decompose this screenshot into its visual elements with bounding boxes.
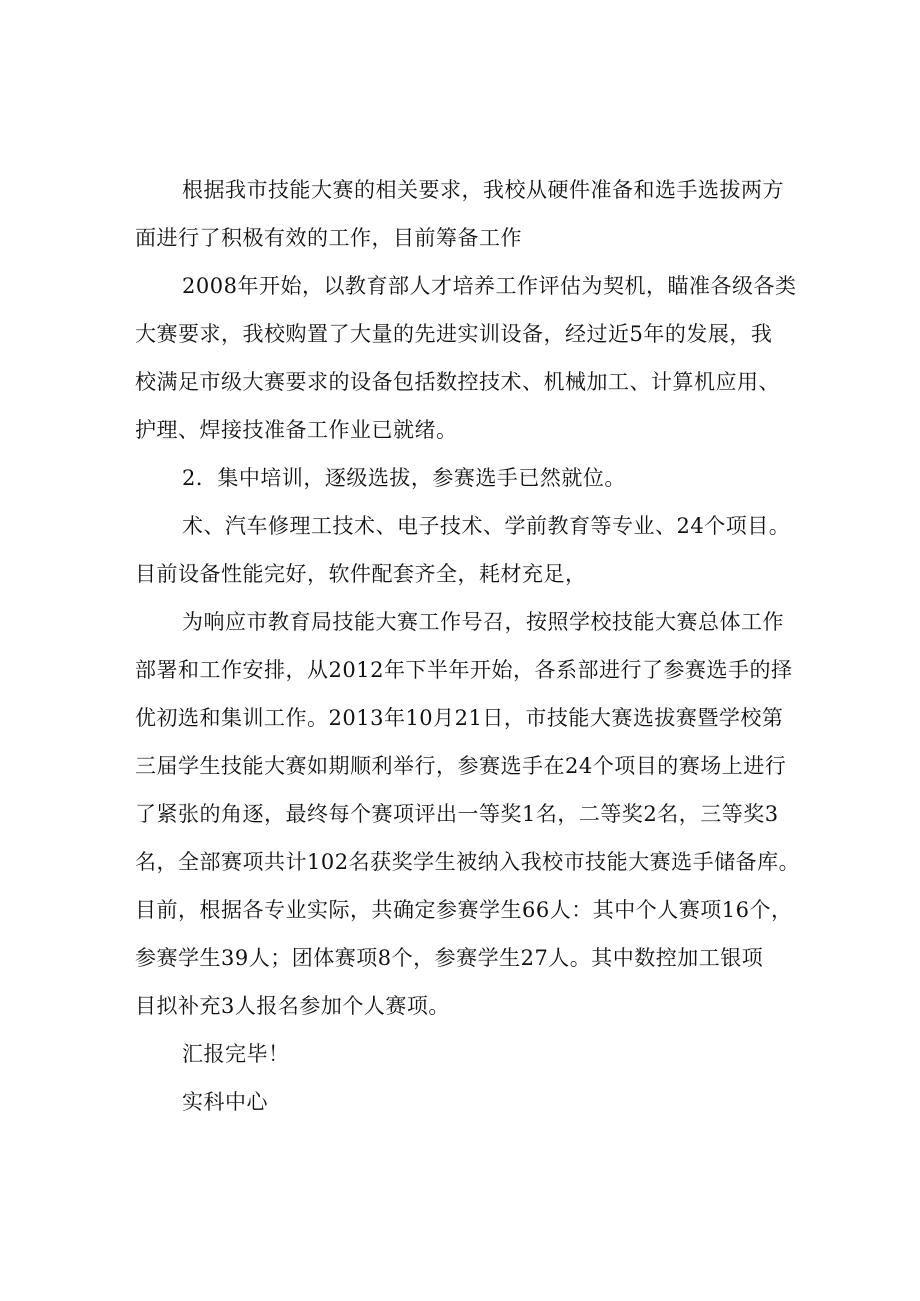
text-line: 校满足市级大赛要求的设备包括数控技术、机械加工、计算机应用、 xyxy=(135,370,780,394)
text-line: 面进行了积极有效的工作，目前筹备工作 xyxy=(135,226,522,250)
text-line: 名，全部赛项共计102名获奖学生被纳入我校市技能大赛选手储备库。 xyxy=(135,850,801,874)
text-line: 根据我市技能大赛的相关要求，我校从硬件准备和选手选拔两方 xyxy=(182,178,784,202)
text-line: 2008年开始，以教育部人才培养工作评估为契机，瞄准各级各类 xyxy=(182,274,797,298)
text-line: 为响应市教育局技能大赛工作号召，按照学校技能大赛总体工作 xyxy=(182,610,784,634)
text-line: 护理、焊接技准备工作业已就绪。 xyxy=(135,418,458,442)
text-line: 目前设备性能完好，软件配套齐全，耗材充足， xyxy=(135,562,587,586)
text-line: 术、汽车修理工技术、电子技术、学前教育等专业、24个项目。 xyxy=(182,514,791,538)
text-line: 大赛要求，我校购置了大量的先进实训设备，经过近5年的发展，我 xyxy=(135,322,773,346)
text-line: 了紧张的角逐，最终每个赛项评出一等奖1名，二等奖2名，三等奖3 xyxy=(135,802,779,826)
text-line: 部署和工作安排，从2012年下半年开始，各系部进行了参赛选手的择 xyxy=(135,658,793,682)
signature-line: 实科中心 xyxy=(182,1090,268,1114)
text-line: 目拟补充3人报名参加个人赛项。 xyxy=(135,994,450,1018)
closing-line: 汇报完毕！ xyxy=(182,1042,290,1066)
text-line: 目前，根据各专业实际，共确定参赛学生66人：其中个人赛项16个， xyxy=(135,898,793,922)
text-line: 2．集中培训，逐级选拔，参赛选手已然就位。 xyxy=(182,466,626,490)
text-line: 优初选和集训工作。2013年10月21日，市技能大赛选拔赛暨学校第 xyxy=(135,706,784,730)
text-line: 三届学生技能大赛如期顺利举行，参赛选手在24个项目的赛场上进行 xyxy=(135,754,787,778)
text-line: 参赛学生39人；团体赛项8个，参赛学生27人。其中数控加工银项 xyxy=(135,946,764,970)
